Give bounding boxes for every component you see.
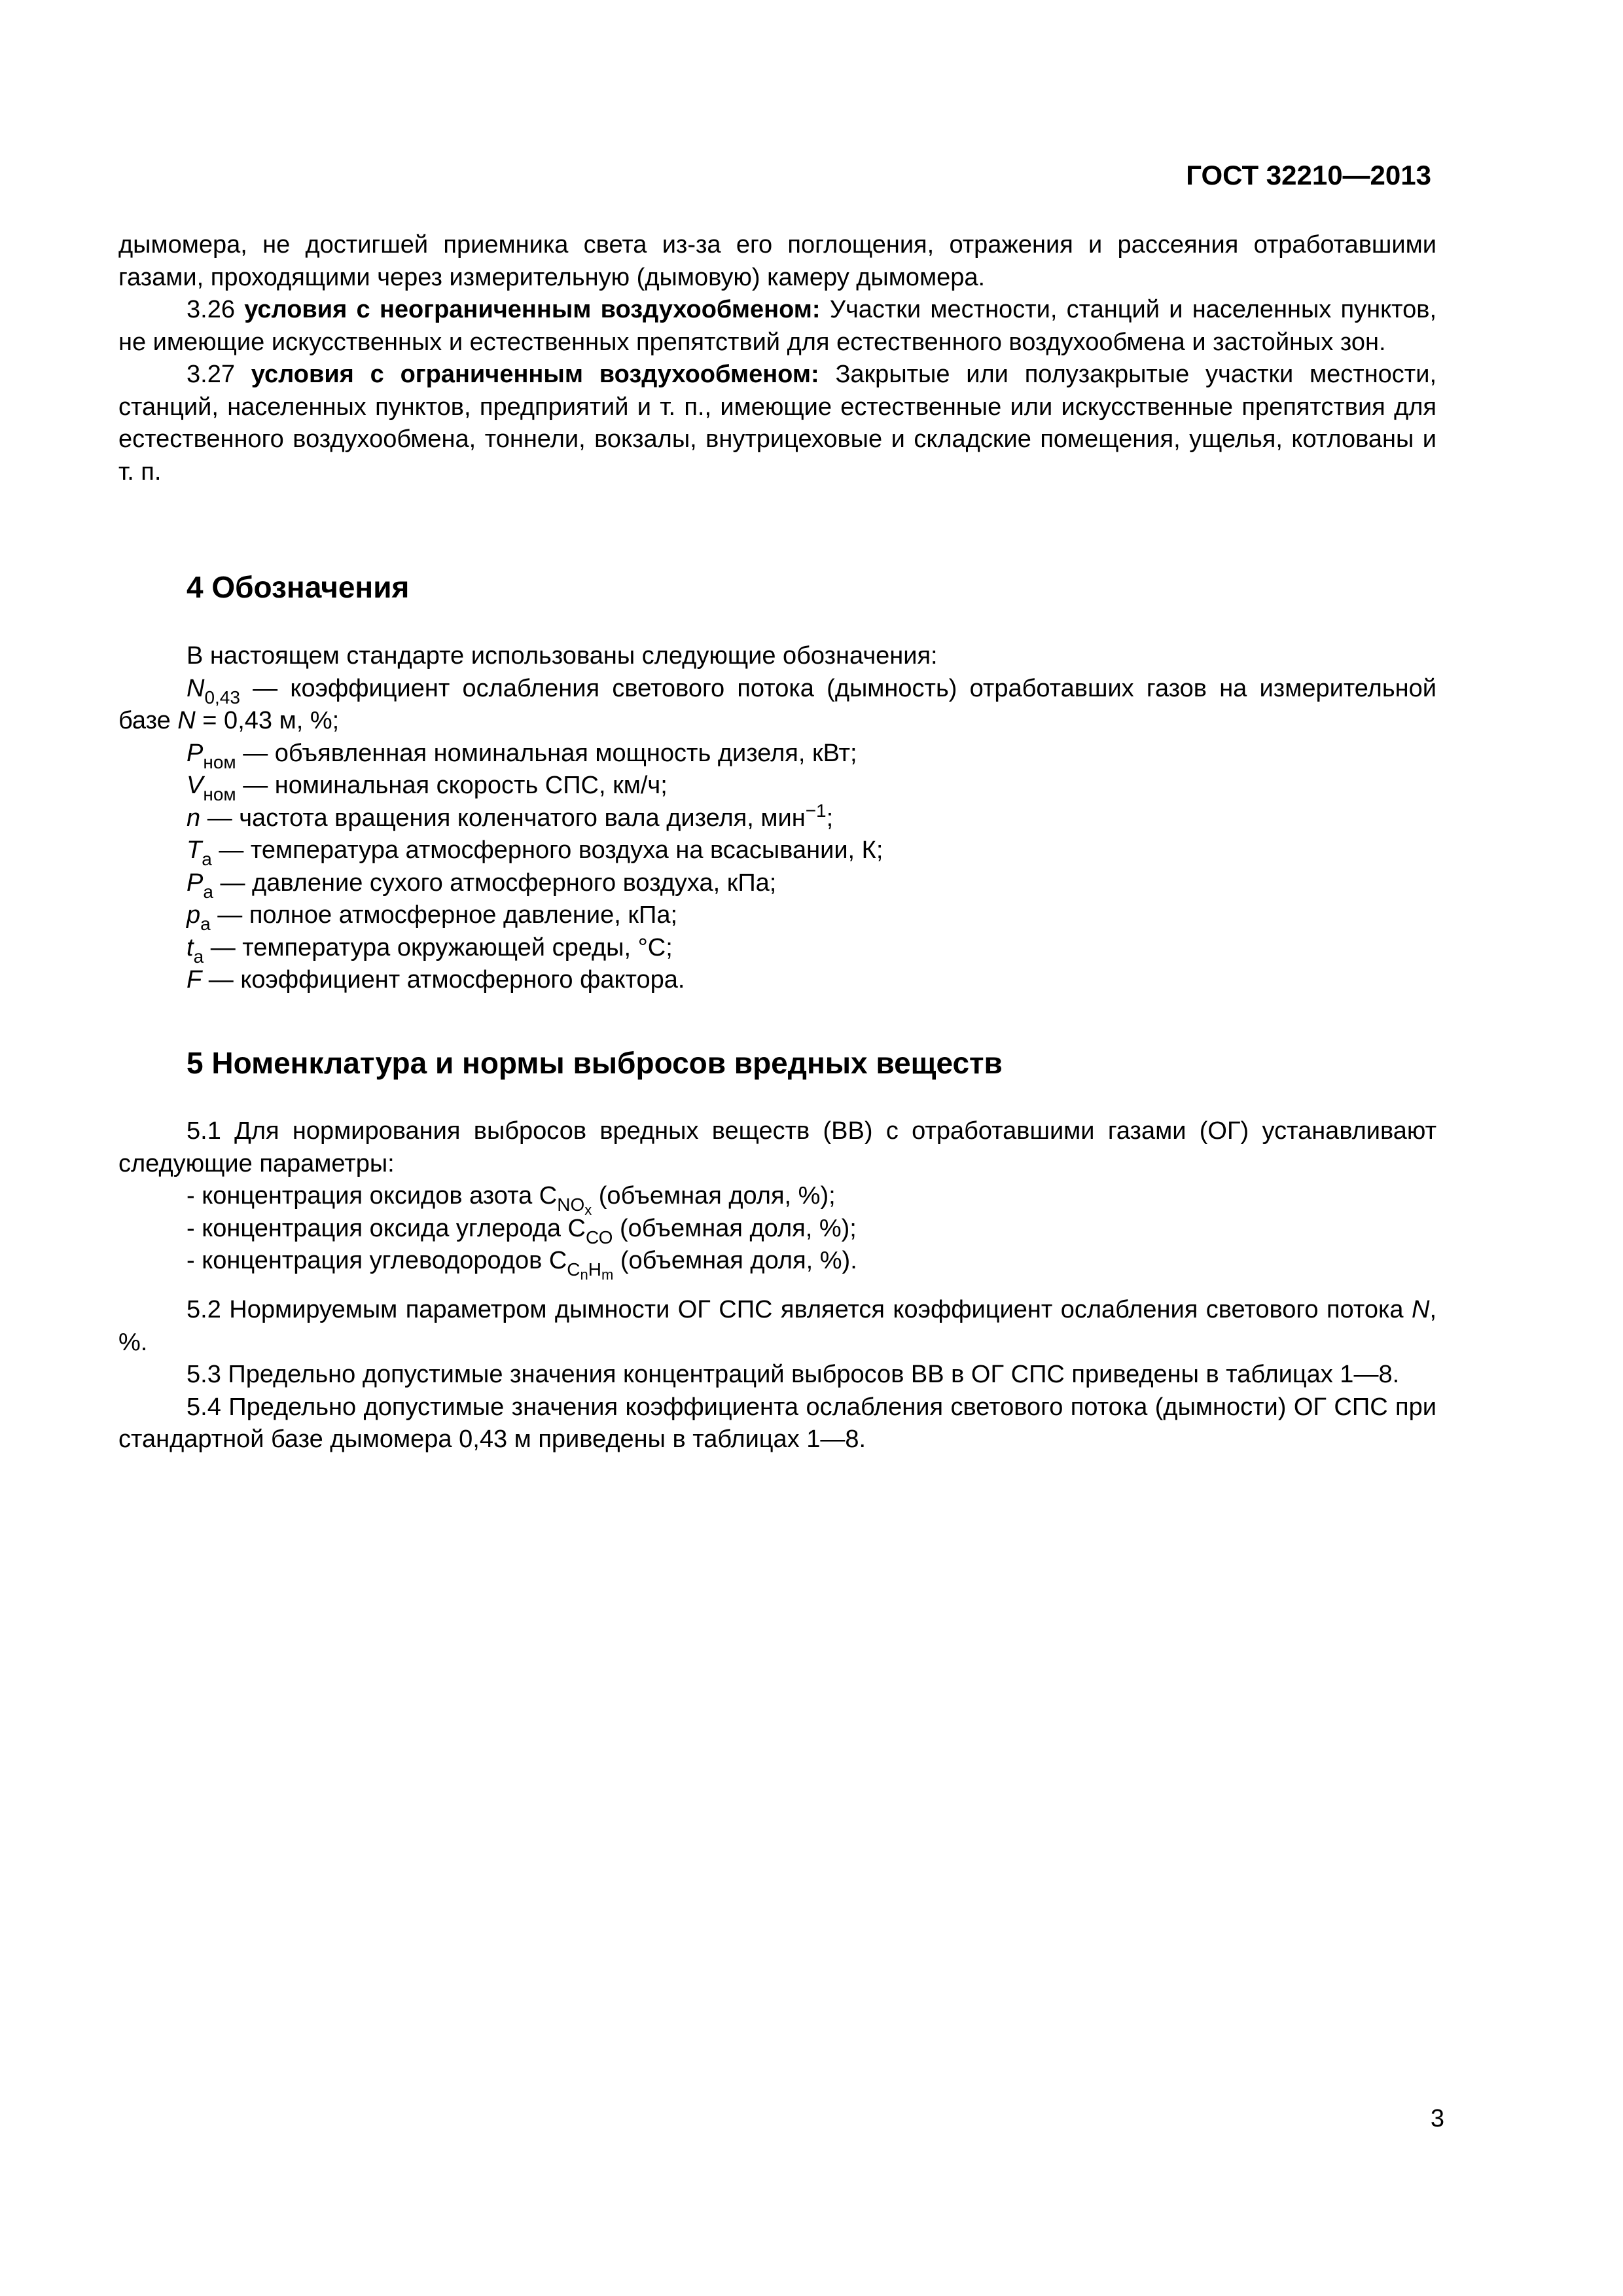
- clause-number: 3.26: [187, 296, 235, 323]
- list-item: - концентрация углеводородов $С_{C_nH_m}$ (объемная доля, %).: [187, 1247, 857, 1283]
- term: условия с неограниченным воздухообменом:: [244, 296, 821, 323]
- clause-5-4: 5.4 Предельно допустимые значения коэффициента ослабления светового потока (дымности) ОГ СПС при стандартной базе дымомера 0,43 м приведены в таблицах 1—8.: [118, 1393, 1436, 1453]
- definition-3-27: [118, 359, 1436, 488]
- definition-3-26: [118, 294, 1436, 359]
- symbol-pa: $P_a$ — давление сухого атмосферного воздуха, кПа;: [187, 869, 777, 902]
- symbols-intro: В настоящем стандарте использованы следующие обозначения:: [187, 642, 938, 670]
- symbol-ta-ambient: $t_a$ — температура окружающей среды, °С;: [187, 933, 673, 967]
- list-item: - концентрация оксидов азота $С_{NO_x}$ (объемная доля, %);: [187, 1182, 836, 1218]
- continuation-paragraph: дымомера, не достигшей приемника света из-за его поглощения, отражения и рассеяния отработавшими газами, проходящими через измерительную (дымовую) камеру дымомера.: [118, 231, 1436, 291]
- standard-code: ГОСТ 32210—2013: [1186, 160, 1431, 190]
- clause-5-2: 5.2 Нормируемым параметром дымности ОГ СПС является коэффициент ослабления светового потока N, %.: [118, 1296, 1436, 1356]
- definitions-block: [118, 229, 1436, 488]
- symbol-ta: $T_a$ — температура атмосферного воздуха на всасывании, К;: [187, 836, 883, 869]
- definition-text: Участки местности, станций и населенных пунктов, не имеющие искусственных и естественных препятствий для естественного воздухообмена и застойных зон.: [118, 296, 1437, 356]
- parameters-list: [187, 1180, 1436, 1283]
- page-number: 3: [1430, 2105, 1444, 2132]
- clause-5-3: 5.3 Предельно допустимые значения концентраций выбросов ВВ в ОГ СПС приведены в таблицах 1—8.: [187, 1361, 1400, 1388]
- symbol-pa-total: $p_a$ — полное атмосферное давление, кПа;: [187, 901, 678, 934]
- section-5-body: [118, 1115, 1436, 1180]
- section-4-heading: 4 Обозначения: [187, 570, 410, 604]
- symbol-f: F — коэффициент атмосферного фактора.: [187, 966, 685, 994]
- section-5-clauses: [118, 1294, 1436, 1456]
- symbol-n043: $N_{0,43}$ — коэффициент ослабления светового потока (дымность) отработавших газов на измерительной базе N = 0,43 м, %;: [118, 674, 1436, 734]
- symbol-vnom: $V_{ном}$ — номинальная скорость СПС, км/ч;: [187, 772, 668, 804]
- symbols-list: [118, 640, 1436, 997]
- section-5-heading: 5 Номенклатура и нормы выбросов вредных веществ: [187, 1046, 1003, 1080]
- clause-5-1: 5.1 Для нормирования выбросов вредных веществ (ВВ) с отработавшими газами (ОГ) устанавливают следующие параметры:: [118, 1117, 1436, 1177]
- definition-text: Закрытые или полузакрытые участки местности, станций, населенных пунктов, предприятий и т. п., имеющие естественные или искусственные препятствия для естественного воздухообмена, тоннели, вокзалы, внутрицеховые и складские помещения, ущелья, котлованы и т. п.: [118, 361, 1436, 486]
- clause-number: 3.27: [187, 361, 235, 388]
- symbol-n: n — частота вращения коленчатого вала дизеля, мин$^{-1}$;: [187, 800, 834, 832]
- term: условия с ограниченным воздухообменом:: [251, 361, 819, 388]
- symbol-pnom: $P_{ном}$ — объявленная номинальная мощность дизеля, кВт;: [187, 739, 857, 772]
- list-item: - концентрация оксида углерода $С_{СО}$ (объемная доля, %);: [187, 1214, 857, 1247]
